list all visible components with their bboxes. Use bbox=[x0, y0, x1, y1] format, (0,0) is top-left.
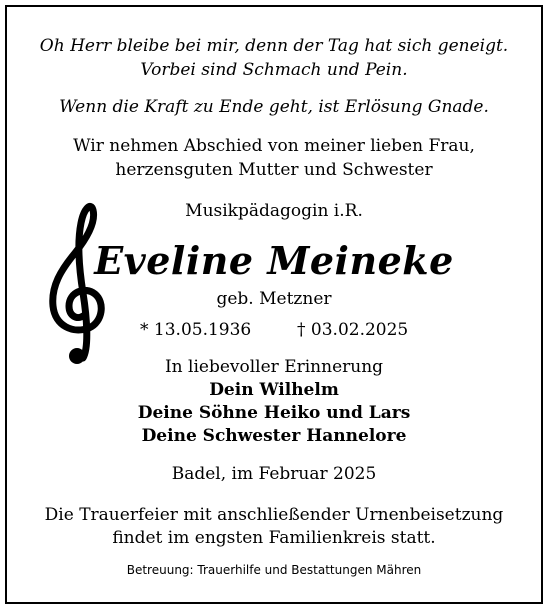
undertaker-credit: Betreuung: Trauerhilfe und Bestattungen Mähren bbox=[126, 563, 422, 577]
intro-line-1: Wir nehmen Abschied von meiner lieben Frau, bbox=[73, 136, 475, 156]
deceased-name: Eveline Meineke bbox=[94, 238, 454, 283]
birth-name: geb. Metzner bbox=[216, 289, 332, 309]
verse-line-3: Wenn die Kraft zu Ende geht, ist Erlösung Gnade. bbox=[59, 97, 489, 117]
funeral-line-1: Die Trauerfeier mit anschließender Urnenbeisetzung bbox=[44, 505, 504, 525]
profession: Musikpädagogin i.R. bbox=[185, 201, 363, 221]
obituary-card bbox=[5, 5, 543, 604]
mourner-line-1: Dein Wilhelm bbox=[209, 380, 339, 400]
funeral-line-2: findet im engsten Familienkreis statt. bbox=[112, 528, 436, 548]
verse-line-1: Oh Herr bleibe bei mir, denn der Tag hat sich geneigt. bbox=[39, 36, 509, 56]
intro-line-2: herzensguten Mutter und Schwester bbox=[115, 160, 433, 180]
birth-date: * 13.05.1936 bbox=[140, 320, 252, 340]
life-dates bbox=[7, 319, 541, 341]
treble-clef-icon bbox=[43, 198, 113, 368]
death-date: † 03.02.2025 bbox=[297, 320, 409, 340]
mourner-line-2: Deine Söhne Heiko und Lars bbox=[137, 403, 411, 423]
verse-line-2: Vorbei sind Schmach und Pein. bbox=[140, 60, 408, 80]
mourners-intro: In liebevoller Erinnerung bbox=[164, 357, 384, 377]
mourner-line-3: Deine Schwester Hannelore bbox=[141, 426, 407, 446]
place-date: Badel, im Februar 2025 bbox=[171, 464, 377, 484]
